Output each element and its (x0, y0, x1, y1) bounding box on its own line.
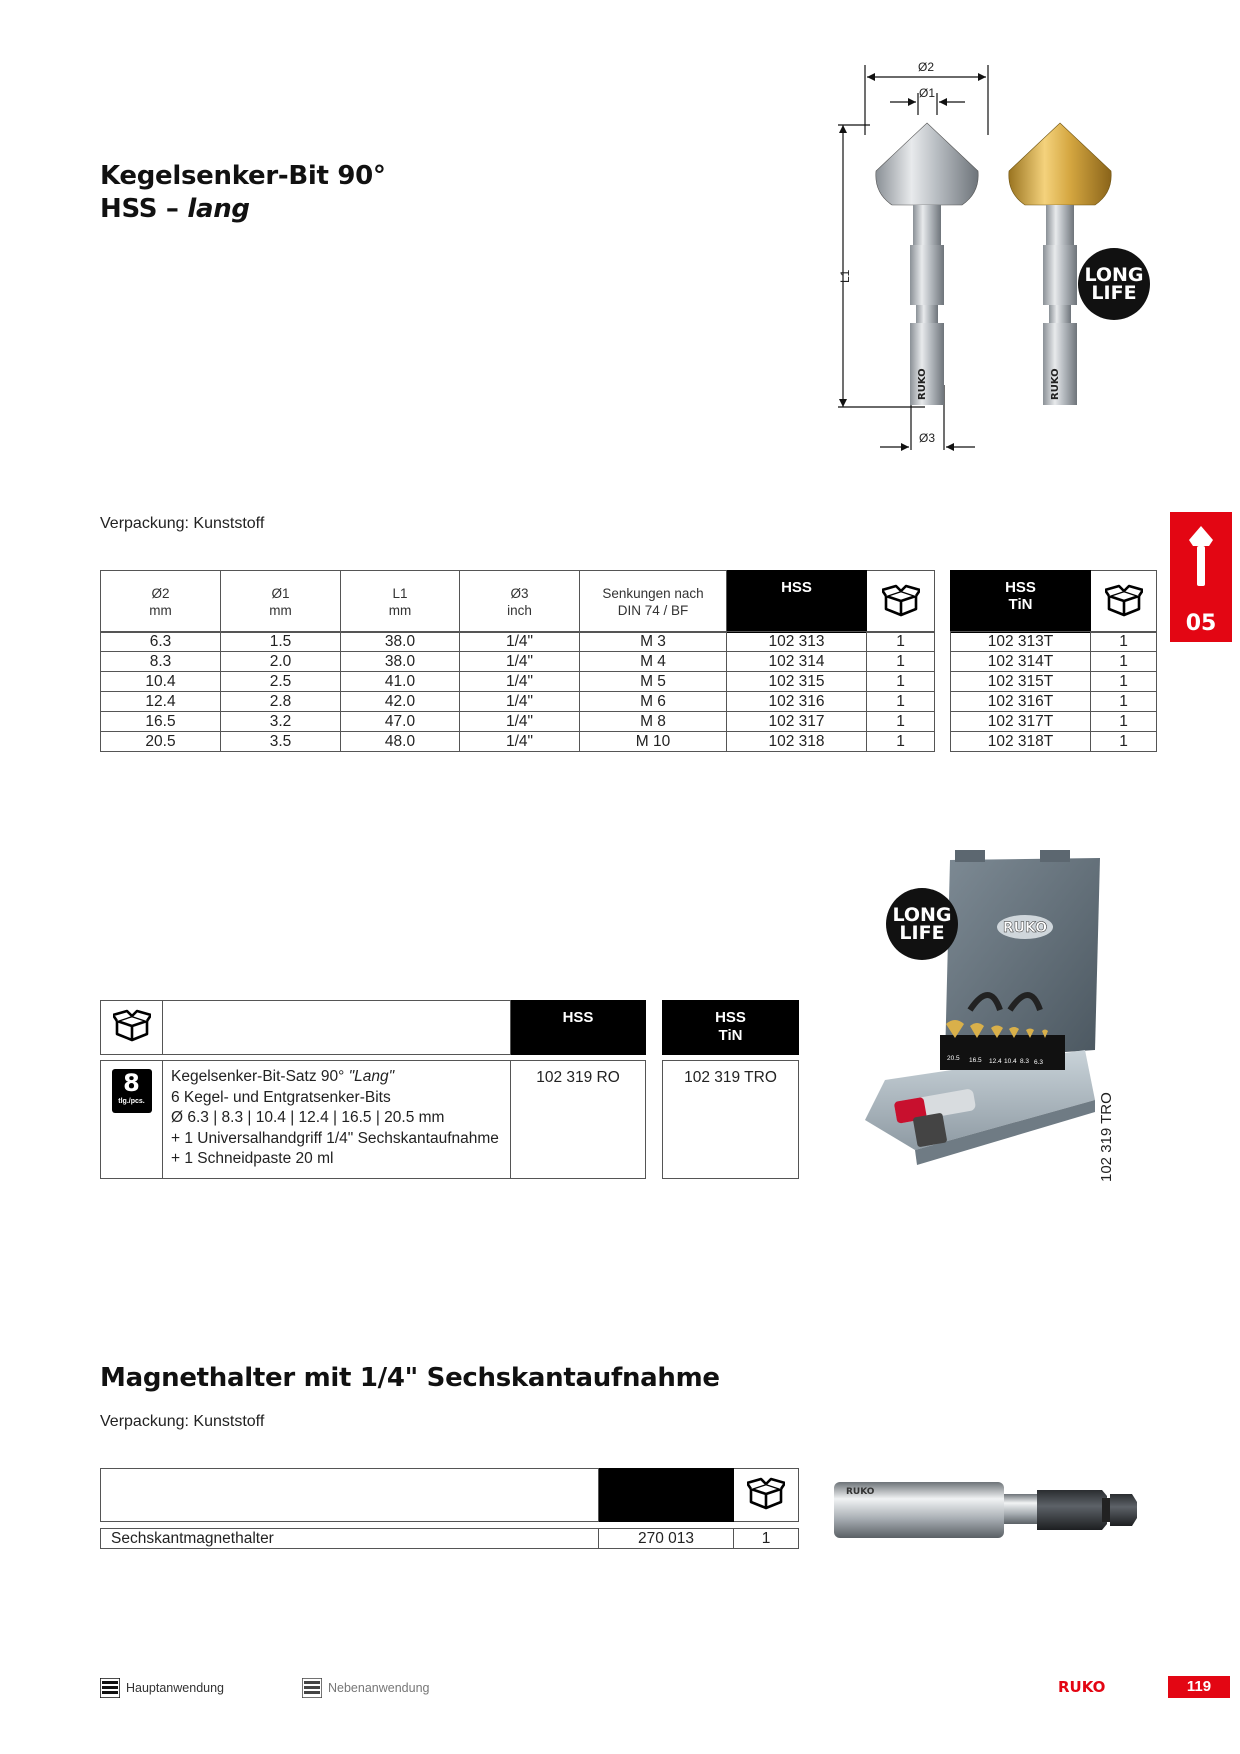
table-row: 12.4 2.8 42.0 1/4" M 6 102 316 1 (101, 692, 935, 712)
case-size-label: 10.4 (1004, 1058, 1017, 1065)
case-size-label: 6.3 (1034, 1059, 1044, 1066)
header-hss: HSS (727, 571, 867, 633)
set-tin-number: 102 319 TRO (663, 1061, 799, 1179)
long-life-badge: LONG LIFE (886, 888, 958, 960)
footer-secondary-use: Nebenanwendung (302, 1678, 429, 1698)
set-header-empty (163, 1001, 511, 1055)
set-tin-table (662, 1000, 799, 1179)
table-row: 102 318T 1 (951, 732, 1157, 752)
set-hss-number: 102 319 RO (511, 1061, 646, 1179)
package-box-icon (747, 1476, 785, 1510)
package-box-icon (882, 583, 920, 617)
table-row: 20.5 3.5 48.0 1/4" M 10 102 318 1 (101, 732, 935, 752)
holder-brand: RUKO (846, 1487, 875, 1497)
table-row: 102 315T 1 (951, 672, 1157, 692)
footer-primary-use: Hauptanwendung (100, 1678, 224, 1698)
countersink-bit-diagram (830, 55, 1130, 455)
case-size-label: 20.5 (947, 1055, 960, 1062)
set-case-image (855, 850, 1105, 1180)
label-d1: Ø1 (918, 86, 936, 100)
holder-table (100, 1468, 799, 1522)
header-package-tin (1091, 571, 1157, 633)
holder-header-empty (101, 1469, 599, 1522)
title-line-1: Kegelsenker-Bit 90° (100, 161, 386, 191)
set-description: Kegelsenker-Bit-Satz 90° "Lang" 6 Kegel- und Entgratsenker-Bits Ø 6.3 | 8.3 | 10.4 | 12.4 | 16.5 | 20.5 mm + 1 Universalhandgriff 1/4" Sechskantaufnahme + 1 Schneidpaste 20 ml (163, 1061, 511, 1179)
holder-header-package (734, 1469, 799, 1522)
case-size-label: 16.5 (969, 1057, 982, 1064)
set-count-cell (101, 1061, 163, 1179)
primary-use-icon (100, 1678, 120, 1698)
magnetic-holder-image (832, 1480, 1142, 1540)
case-brand: RUKO (1002, 920, 1048, 936)
page-number: 119 (1168, 1676, 1230, 1698)
set-table (100, 1000, 646, 1179)
packaging-note-2: Verpackung: Kunststoff (100, 1413, 265, 1430)
chapter-tab[interactable] (1170, 512, 1232, 642)
table-row: 102 314T 1 (951, 652, 1157, 672)
table-row: 10.4 2.5 41.0 1/4" M 5 102 315 1 (101, 672, 935, 692)
header-hss-tin: HSS TiN (951, 571, 1091, 633)
set-package-cell (101, 1001, 163, 1055)
table-row: 8.3 2.0 38.0 1/4" M 4 102 314 1 (101, 652, 935, 672)
chapter-number: 05 (1185, 611, 1217, 636)
table-row: 6.3 1.5 38.0 1/4" M 3 102 313 1 (101, 632, 935, 652)
silver-bit (876, 123, 978, 405)
table-row: 102 313T 1 (951, 632, 1157, 652)
set-image-caption: 102 319 TRO (1098, 1092, 1115, 1182)
section-title (100, 160, 386, 226)
package-box-icon (1105, 583, 1143, 617)
tin-table-body (950, 631, 1157, 752)
long-life-badge: LONG LIFE (1078, 248, 1150, 320)
header-d1: Ø1 mm (221, 571, 341, 633)
piece-count-badge: 8 tlg./pcs. (112, 1069, 152, 1113)
set-header-hss: HSS (511, 1001, 646, 1055)
bit-brand-gold: RUKO (1050, 368, 1061, 400)
case-size-label: 12.4 (989, 1058, 1002, 1065)
table-row: Sechskantmagnethalter 270 013 1 (101, 1529, 799, 1549)
secondary-use-icon (302, 1678, 322, 1698)
bit-brand-silver: RUKO (917, 368, 928, 400)
package-box-icon (113, 1008, 151, 1042)
tin-table-header (950, 570, 1157, 633)
countersink-icon (1170, 516, 1232, 596)
label-d3: Ø3 (918, 431, 936, 445)
spec-table-header (100, 570, 935, 633)
header-senkungen: Senkungen nach DIN 74 / BF (580, 571, 727, 633)
footer-brand-logo: RUKO (1058, 1678, 1106, 1696)
table-row: 102 317T 1 (951, 712, 1157, 732)
set-header-hss-tin: HSS TiN (663, 1001, 799, 1055)
section2-title: Magnethalter mit 1/4" Sechskantaufnahme (100, 1363, 720, 1393)
spec-table-body (100, 631, 935, 752)
header-d2: Ø2 mm (101, 571, 221, 633)
header-package (867, 571, 935, 633)
label-l1: L1 (838, 269, 852, 283)
holder-header-black (599, 1469, 734, 1522)
holder-table-body (100, 1528, 799, 1549)
header-d3: Ø3 inch (460, 571, 580, 633)
title-line-2: HSS – lang (100, 194, 250, 224)
label-d2: Ø2 (917, 60, 935, 74)
packaging-note: Verpackung: Kunststoff (100, 515, 265, 532)
header-l1: L1 mm (341, 571, 460, 633)
case-size-label: 8.3 (1020, 1058, 1030, 1065)
table-row: 16.5 3.2 47.0 1/4" M 8 102 317 1 (101, 712, 935, 732)
table-row: 102 316T 1 (951, 692, 1157, 712)
